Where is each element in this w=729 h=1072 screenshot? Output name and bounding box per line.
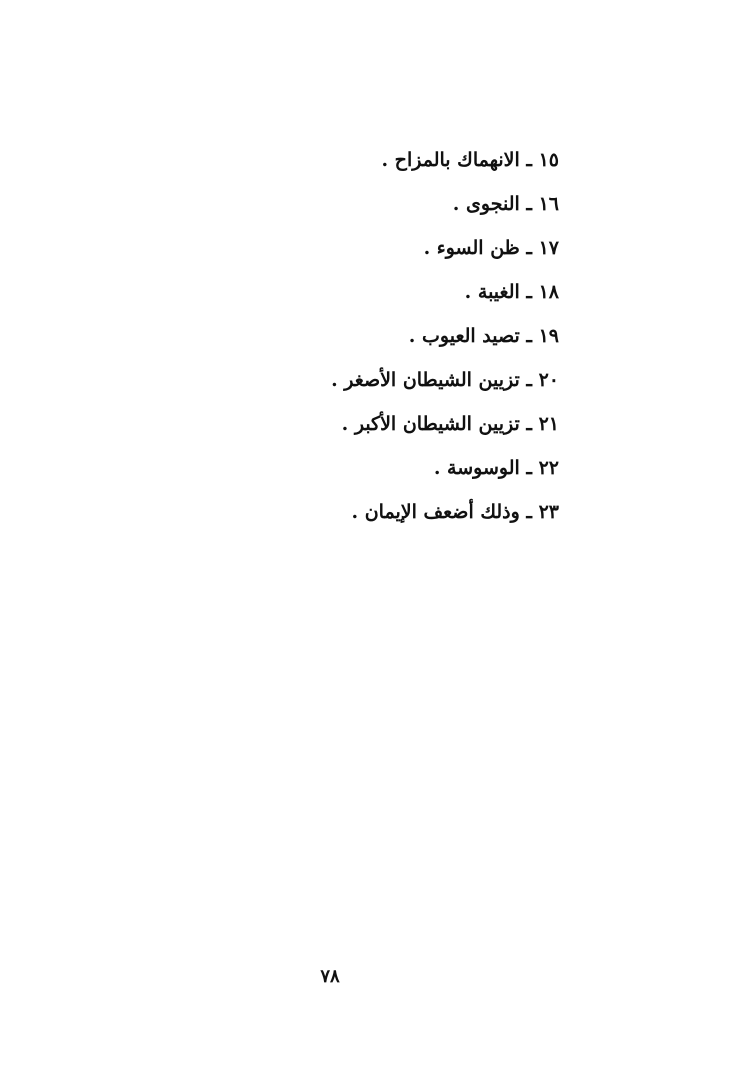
- list-item: ١٨ ـ الغيبة .: [464, 281, 559, 303]
- list-item: ٢٢ ـ الوسوسة .: [433, 457, 559, 479]
- list-item: ٢٣ ـ وذلك أضعف الإيمان .: [351, 501, 559, 523]
- list-item: ١٧ ـ ظن السوء .: [423, 237, 559, 259]
- page-number: ٧٨: [320, 966, 340, 987]
- list-item: ١٦ ـ النجوى .: [452, 193, 559, 215]
- list-item: ١٥ ـ الانهماك بالمزاح .: [381, 149, 559, 171]
- list-item: ٢١ ـ تزيين الشيطان الأكبر .: [341, 413, 559, 435]
- list-item: ١٩ ـ تصيد العيوب .: [408, 325, 559, 347]
- list-item: ٢٠ ـ تزيين الشيطان الأصغر .: [331, 369, 559, 391]
- numbered-list: [139, 142, 559, 538]
